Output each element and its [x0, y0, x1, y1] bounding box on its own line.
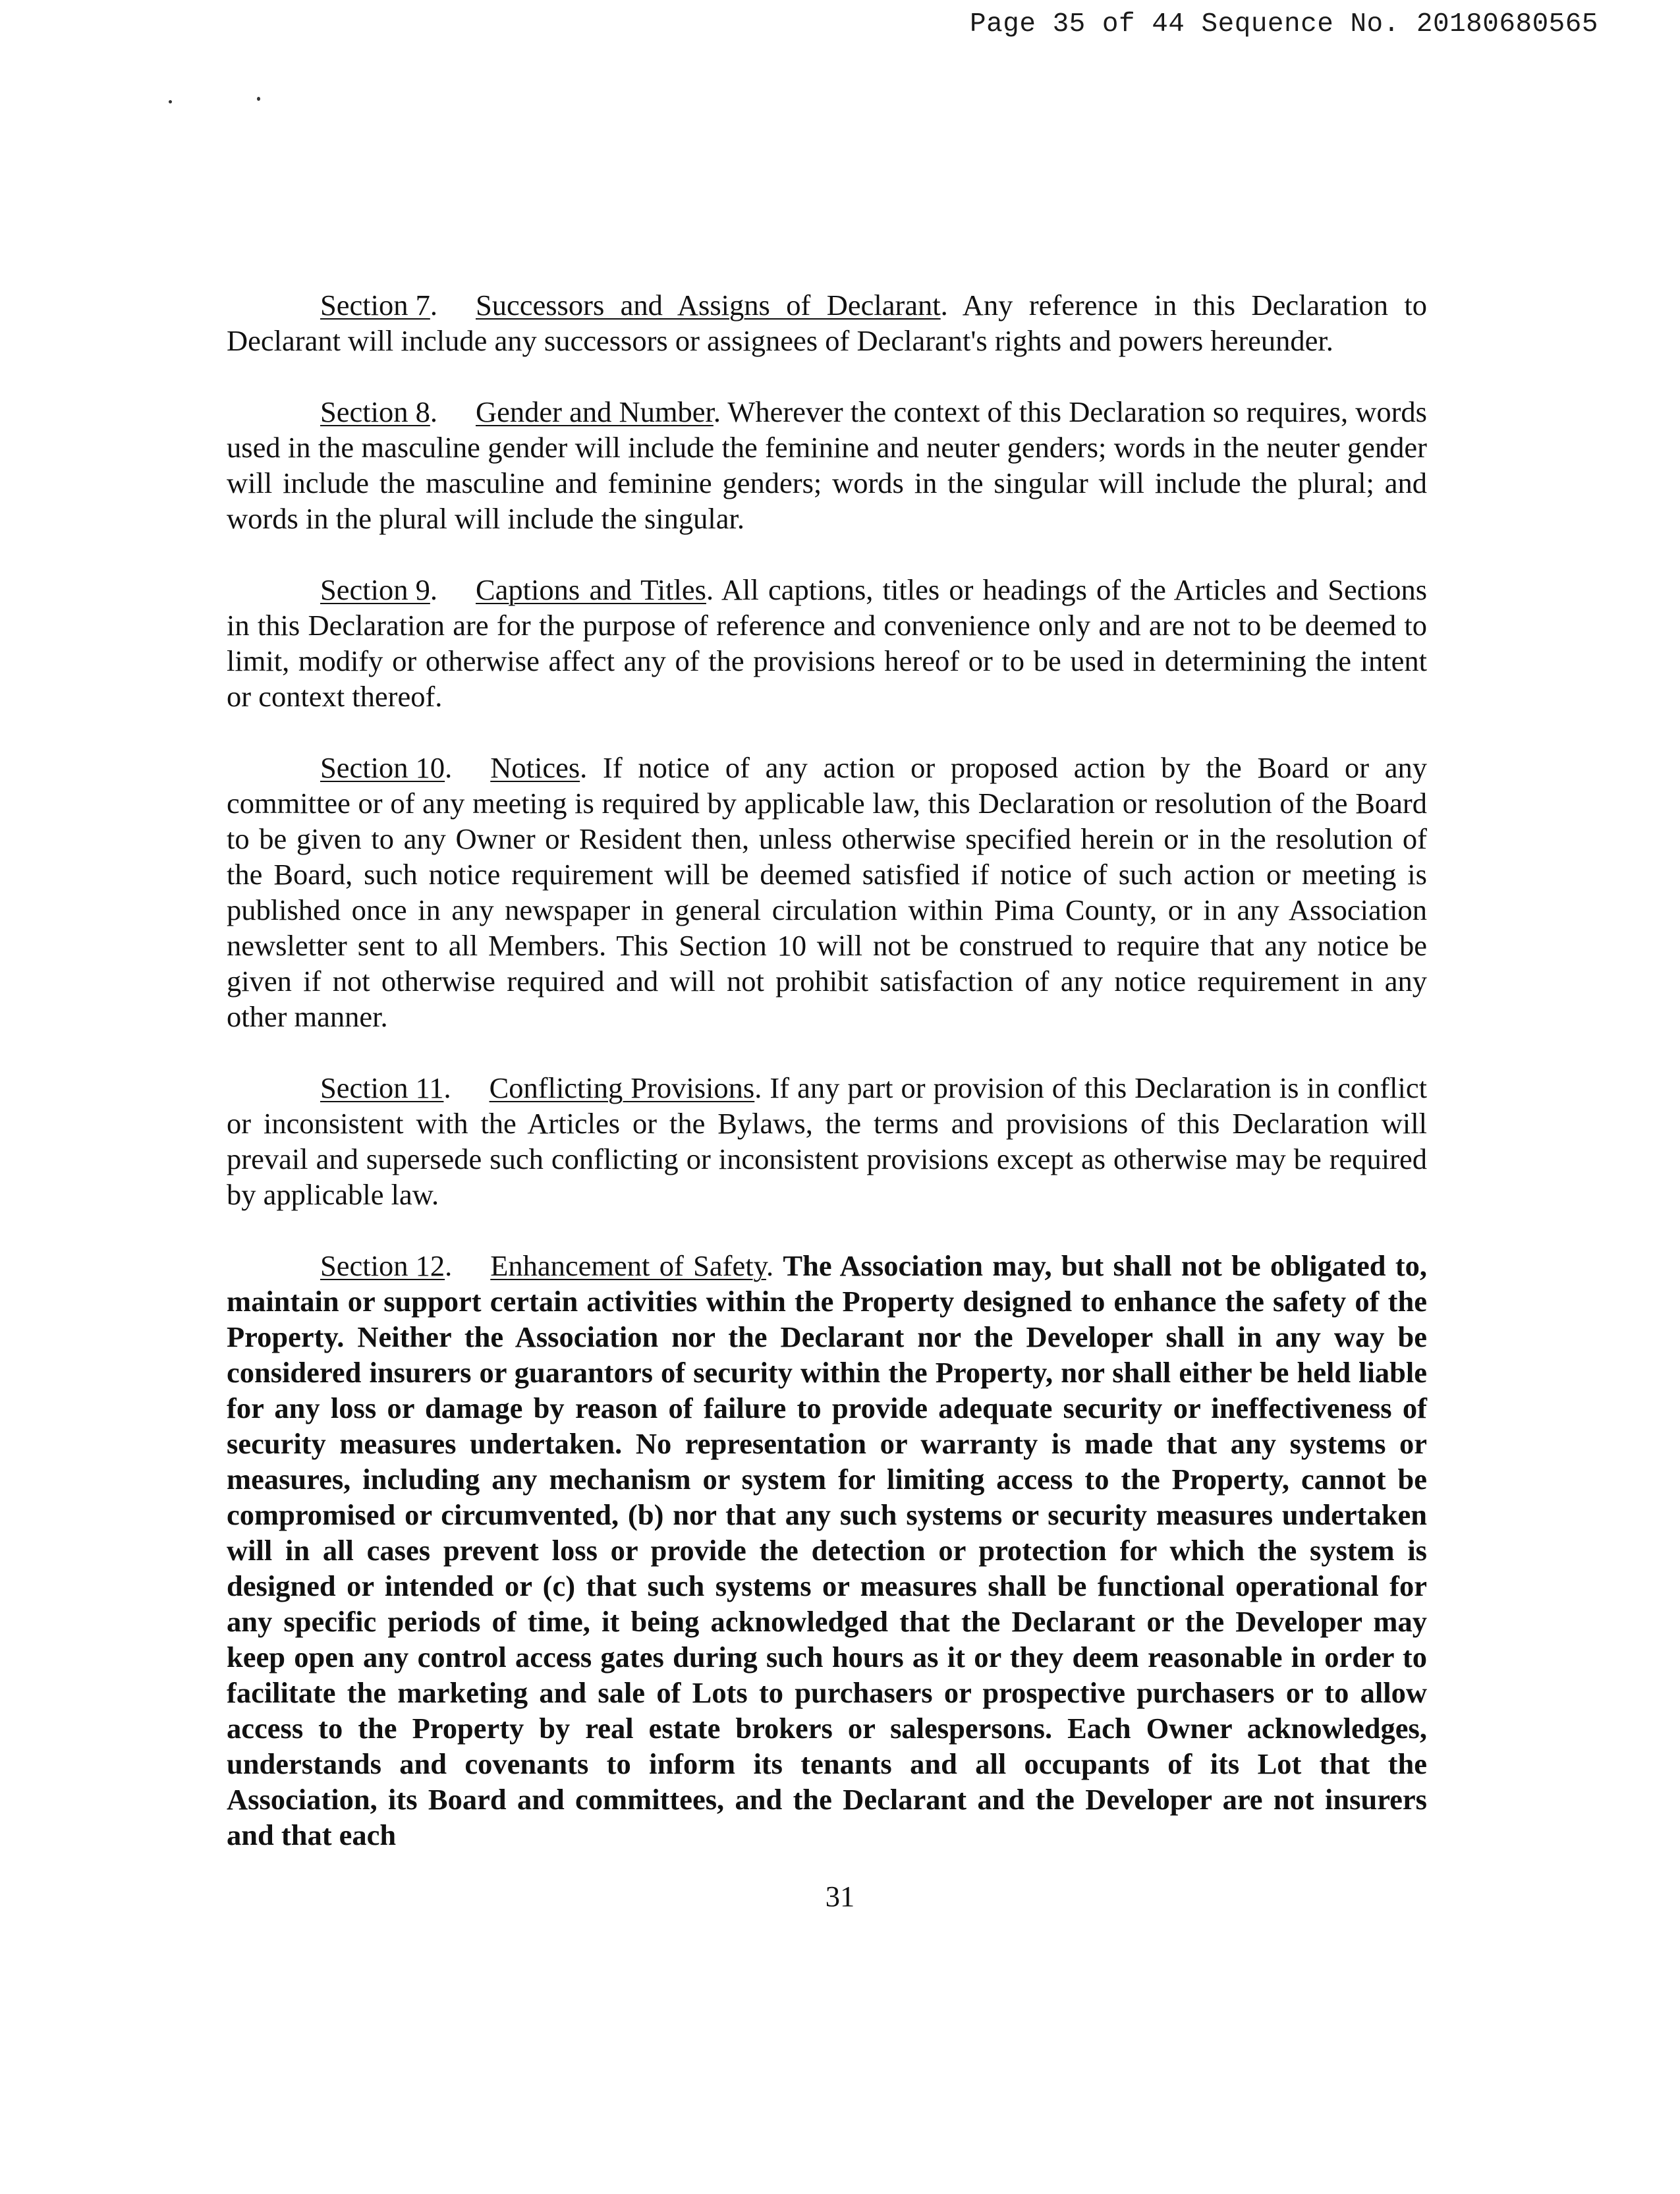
section-12: Section 12. Enhancement of Safety. The Association may, but shall not be obligated to, maintain or support certain activities within the Property designed to enhance the safety of the Property. Neither the Association nor the Declarant nor the Developer shall in any way be considered insurers or guarantors of security within the Property, nor shall either be held liable for any loss or damage by reason of failure to provide adequate security or ineffectiveness of security measures undertaken. No representation or warranty is made that any systems or measures, including any mechanism or system for limiting access to the Property, cannot be compromised or circumvented, (b) nor that any such systems or security measures undertaken will in all cases prevent loss or provide the detection or protection for which the system is designed or intended or (c) that such systems or measures shall be functional operational for any specific periods of time, it being acknowledged that the Declarant or the Developer may keep open any control access gates during such hours as it or they deem reasonable in order to facilitate the marketing and sale of Lots to purchasers or prospective purchasers or to allow access to the Property by real estate brokers or salespersons. Each Owner acknowledges, understands and covenants to inform its tenants and all occupants of its Lot that the Association, its Board and committees, and the Declarant and the Developer are not insurers and that each [227, 1249, 1428, 1851]
page-sequence-stamp: Page 35 of 44 Sequence No. 20180680565 [970, 9, 1598, 40]
section-number: Section 8 [320, 395, 430, 428]
section-number: Section 12 [320, 1249, 445, 1282]
section-11: Section 11. Conflicting Provisions. If any part or provision of this Declaration is in conflict or inconsistent with the Articles or the Bylaws, the terms and provisions of this Declaration will prevail and supersede such conflicting or inconsistent provisions except as otherwise may be required by applicable law. [227, 1071, 1428, 1211]
section-7: Section 7. Successors and Assigns of Declarant. Any reference in this Declaration to Declarant will include any successors or assignees of Declarant's rights and powers hereunder. [227, 289, 1428, 357]
section-body: If notice of any action or proposed action by the Board or any committee or of any meeting is required by applicable law, this Declaration or resolution of the Board to be given to any Owner or Resident then, unless otherwise specified herein or in the resolution of the Board, such notice requirement will be deemed satisfied if notice of such action or meeting is published once in any newspaper in general circulation within Pima County, or in any Association newsletter sent to all Members. This Section 10 will not be construed to require that any notice be given if not otherwise required and will not prohibit satisfaction of any notice requirement in any other manner. [227, 751, 1428, 1033]
section-number: Section 9 [320, 573, 430, 606]
section-8: Section 8. Gender and Number. Wherever the context of this Declaration so requires, words used in the masculine gender will include the feminine and neuter genders; words in the neuter gender will include the masculine and feminine genders; words in the singular will include the plural; and words in the plural will include the singular. [227, 395, 1427, 535]
section-number: Section 7 [320, 289, 430, 322]
section-title: Notices [490, 751, 580, 784]
section-title: Conflicting Provisions [489, 1071, 755, 1104]
document-body [227, 287, 1427, 1888]
section-10: Section 10. Notices. If notice of any action or proposed action by the Board or any committee or of any meeting is required by applicable law, this Declaration or resolution of the Board to be given to any Owner or Resident then, unless otherwise specified herein or in the resolution of the Board, such notice requirement will be deemed satisfied if notice of such action or meeting is published once in any newspaper in general circulation within Pima County, or in any Association newsletter sent to all Members. This Section 10 will not be construed to require that any notice be given if not otherwise required and will not prohibit satisfaction of any notice requirement in any other manner. [227, 751, 1428, 1033]
section-title: Successors and Assigns of Declarant [475, 289, 941, 322]
scan-speck [257, 97, 260, 101]
section-title: Captions and Titles [475, 573, 706, 606]
section-body: Wherever the context of this Declaration so requires, words used in the masculine gender will include the feminine and neuter genders; words in the neuter gender will include the masculine and feminine genders; words in the singular will include the plural; and words in the plural will include the singular. [227, 395, 1427, 535]
scan-speck [169, 100, 172, 103]
section-number: Section 11 [320, 1071, 444, 1104]
section-body-bold: The Association may, but shall not be obligated to, maintain or support certain activities within the Property designed to enhance the safety of the Property. Neither the Association nor the Declarant nor the Developer shall in any way be considered insurers or guarantors of security within the Property, nor shall either be held liable for any loss or damage by reason of failure to provide adequate security or ineffectiveness of security measures undertaken. No representation or warranty is made that any systems or measures, including any mechanism or system for limiting access to the Property, cannot be compromised or circumvented, (b) nor that any such systems or security measures undertaken will in all cases prevent loss or provide the detection or protection for which the system is designed or intended or (c) that such systems or measures shall be functional operational for any specific periods of time, it being acknowledged that the Declarant or the Developer may keep open any control access gates during such hours as it or they deem reasonable in order to facilitate the marketing and sale of Lots to purchasers or prospective purchasers or to allow access to the Property by real estate brokers or salespersons. Each Owner acknowledges, understands and covenants to inform its tenants and all occupants of its Lot that the Association, its Board and committees, and the Declarant and the Developer are not insurers and that each [227, 1249, 1428, 1851]
page-number: 31 [825, 1880, 855, 1913]
section-title: Enhancement of Safety [490, 1249, 766, 1282]
section-number: Section 10 [320, 751, 445, 784]
section-body: Any reference in this Declaration to Declarant will include any successors or assignees of Declarant's rights and powers hereunder. [227, 289, 1428, 357]
section-title: Gender and Number [475, 395, 714, 428]
section-body: If any part or provision of this Declaration is in conflict or inconsistent with the Articles or the Bylaws, the terms and provisions of this Declaration will prevail and supersede such conflicting or inconsistent provisions except as otherwise may be required by applicable law. [227, 1071, 1428, 1211]
section-body: All captions, titles or headings of the Articles and Sections in this Declaration are for the purpose of reference and convenience only and are not to be deemed to limit, modify or otherwise affect any of the provisions hereof or to be used in determining the intent or context thereof. [227, 573, 1428, 713]
section-9: Section 9. Captions and Titles. All captions, titles or headings of the Articles and Sections in this Declaration are for the purpose of reference and convenience only and are not to be deemed to limit, modify or otherwise affect any of the provisions hereof or to be used in determining the intent or context thereof. [227, 573, 1428, 713]
